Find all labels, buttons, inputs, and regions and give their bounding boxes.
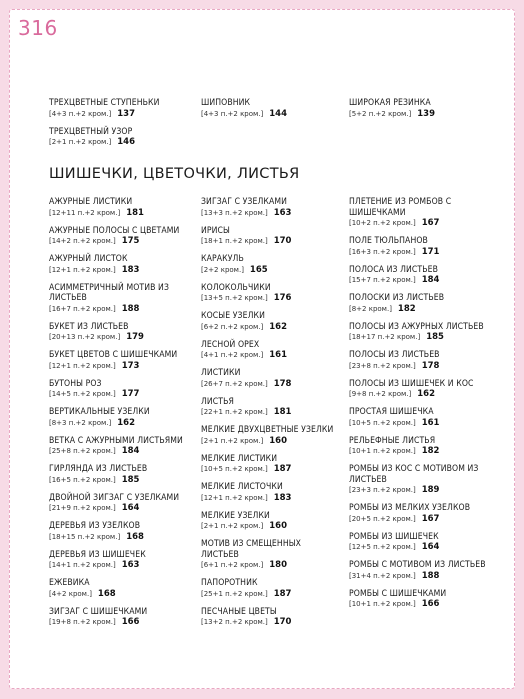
index-entry [49,283,201,315]
page-ref: 188 [421,570,440,581]
index-entry [349,98,499,120]
entry-meta [201,350,341,361]
page-number: 316 [18,16,58,40]
stitch-repeat: [2+2 кром.] [201,265,244,274]
index-entry [201,368,341,390]
entry-meta [49,475,201,486]
page-ref: 173 [121,360,140,371]
index-entry [201,425,341,447]
index-column-1 [49,197,201,635]
entry-title: БУКЕТ ИЗ ЛИСТЬЕВ [49,321,129,332]
stitch-repeat: [23+8 п.+2 кром.] [349,361,416,370]
entry-meta [349,361,489,372]
page-ref: 188 [121,303,140,314]
entry-title: ПАПОРОТНИК [201,578,258,588]
entry-meta [349,542,489,553]
page-ref: 184 [121,446,140,456]
entry-title: ИРИСЫ [201,225,230,236]
index-entry [201,539,341,571]
entry-meta [349,247,489,258]
entry-title: МОТИВ ИЗ СМЕЩЕННЫХ ЛИСТЬЕВ [201,539,302,560]
top-column-2 [201,98,351,127]
entry-title: ПЛЕТЕНИЕ ИЗ РОМБОВ С ШИШЕЧКАМИ [349,197,452,218]
index-entry [349,503,489,525]
index-column-3 [349,197,489,617]
entry-meta [49,265,201,276]
stitch-repeat: [10+5 п.+2 кром.] [349,418,416,427]
stitch-repeat: [16+5 п.+2 кром.] [49,475,116,484]
section-title: ШИШЕЧКИ, ЦВЕТОЧКИ, ЛИСТЬЯ [49,166,300,182]
index-entry [49,197,201,219]
entry-meta [349,389,489,400]
page-ref: 175 [121,236,140,246]
stitch-repeat: [12+1 п.+2 кром.] [201,493,268,502]
entry-title: АЖУРНЫЕ ПОЛОСЫ С ЦВЕТАМИ [49,225,180,236]
entry-meta [49,304,201,315]
entry-meta [201,407,341,418]
stitch-repeat: [6+2 п.+2 кром.] [201,322,264,331]
page-ref: 176 [273,293,292,303]
entry-meta [49,446,201,457]
index-entry [349,436,489,458]
index-column-2 [201,197,341,635]
stitch-repeat: [15+7 п.+2 кром.] [349,276,416,284]
entry-meta [349,332,489,343]
page-ref: 146 [117,137,136,147]
stitch-repeat: [13+2 п.+2 кром.] [201,618,268,626]
stitch-repeat: [12+11 п.+2 кром.] [49,208,121,217]
entry-meta [201,322,341,333]
page-ref: 183 [273,492,292,503]
entry-title: ЛИСТЬЯ [201,396,234,407]
entry-title: РОМБЫ ИЗ МЕЛКИХ УЗЕЛКОВ [349,503,471,513]
entry-title: КОЛОКОЛЬЧИКИ [201,282,271,293]
entry-meta [49,418,201,429]
stitch-repeat: [4+3 п.+2 кром.] [201,109,264,118]
stitch-repeat: [4+2 кром.] [49,589,92,598]
entry-title: ШИПОВНИК [201,98,251,108]
entry-meta [49,137,209,148]
index-entry [201,98,351,120]
stitch-repeat: [13+3 п.+2 кром.] [201,208,268,217]
entry-meta [49,208,201,219]
stitch-repeat: [16+7 п.+2 кром.] [49,304,116,313]
index-entry [201,283,341,305]
index-entry [201,226,341,248]
entry-title: ЕЖЕВИКА [49,578,90,588]
page-ref: 185 [426,332,444,342]
entry-title: ЗИГЗАГ С ШИШЕЧКАМИ [49,606,148,617]
page-ref: 144 [269,108,288,119]
index-entry [49,98,209,120]
page-ref: 184 [421,275,440,285]
page-ref: 167 [421,218,440,228]
entry-title: МЕЛКИЕ ЛИСТОЧКИ [201,482,283,492]
entry-meta [349,109,499,120]
page-ref: 165 [249,264,268,275]
entry-title: АЖУРНЫЕ ЛИСТИКИ [49,197,133,207]
index-entry [201,454,341,476]
entry-title: ДЕРЕВЬЯ ИЗ ШИШЕЧЕК [49,549,146,560]
stitch-repeat: [8+3 п.+2 кром.] [49,418,112,427]
stitch-repeat: [14+2 п.+2 кром.] [49,237,116,245]
page-ref: 180 [269,560,288,570]
stitch-repeat: [12+1 п.+2 кром.] [49,361,116,370]
index-entry [349,560,489,582]
stitch-repeat: [20+13 п.+2 кром.] [49,333,121,341]
stitch-repeat: [12+5 п.+2 кром.] [349,543,416,551]
index-entry [49,254,201,276]
page-ref: 160 [269,435,288,446]
entry-title: ЛЕСНОЙ ОРЕХ [201,339,260,350]
page-ref: 164 [421,542,440,552]
index-entry [349,350,489,372]
index-entry [349,197,489,229]
entry-meta [349,514,489,525]
page-ref: 179 [126,332,144,342]
entry-title: МЕЛКИЕ ДВУХЦВЕТНЫЕ УЗЕЛКИ [201,425,334,435]
stitch-repeat: [13+5 п.+2 кром.] [201,294,268,302]
stitch-repeat: [4+1 п.+2 кром.] [201,351,264,359]
index-entry [201,397,341,419]
top-column-3 [349,98,499,127]
entry-meta [201,293,341,304]
stitch-repeat: [14+1 п.+2 кром.] [49,561,116,569]
stitch-repeat: [18+17 п.+2 кром.] [349,333,421,341]
entry-meta [349,446,489,457]
stitch-repeat: [16+3 п.+2 кром.] [349,247,416,256]
index-entry [49,493,201,515]
stitch-repeat: [2+1 п.+2 кром.] [201,436,264,445]
stitch-repeat: [12+1 п.+2 кром.] [49,265,116,274]
entry-meta [49,332,201,343]
page-ref: 162 [417,389,436,399]
page-ref: 166 [421,599,440,609]
entry-title: ШИРОКАЯ РЕЗИНКА [349,98,431,108]
page-ref: 166 [121,617,140,627]
index-entry [201,482,341,504]
index-entry [49,521,201,543]
page-ref: 177 [121,389,140,399]
entry-title: БУКЕТ ЦВЕТОВ С ШИШЕЧКАМИ [49,350,178,360]
page-ref: 187 [273,588,292,599]
page-ref: 187 [273,464,292,474]
entry-title: ПРОСТАЯ ШИШЕЧКА [349,407,434,417]
index-entry [49,127,209,149]
stitch-repeat: [14+5 п.+2 кром.] [49,390,116,398]
index-entry [49,379,201,401]
entry-title: АСИММЕТРИЧНЫЙ МОТИВ ИЗ ЛИСТЬЕВ [49,282,169,303]
stitch-repeat: [6+1 п.+2 кром.] [201,561,264,569]
page-ref: 139 [417,108,436,119]
entry-title: ДВОЙНОЙ ЗИГЗАГ С УЗЕЛКАМИ [49,492,180,503]
page-ref: 170 [273,236,292,246]
entry-meta [349,304,489,315]
index-entry [201,340,341,362]
entry-meta [49,532,201,543]
entry-title: АЖУРНЫЙ ЛИСТОК [49,254,128,264]
entry-meta [201,521,341,532]
entry-meta [49,617,201,628]
entry-title: ТРЕХЦВЕТНЫЕ СТУПЕНЬКИ [49,98,160,108]
index-entry [201,578,341,600]
stitch-repeat: [2+1 п.+2 кром.] [49,138,112,146]
entry-title: ПОЛОСКИ ИЗ ЛИСТЬЕВ [349,293,445,303]
entry-meta [201,109,351,120]
entry-title: ВЕРТИКАЛЬНЫЕ УЗЕЛКИ [49,407,150,417]
entry-title: БУТОНЫ РОЗ [49,378,102,389]
entry-meta [201,589,341,600]
page-ref: 182 [397,303,416,314]
stitch-repeat: [31+4 п.+2 кром.] [349,571,416,580]
page-ref: 161 [421,417,440,428]
stitch-repeat: [10+1 п.+2 кром.] [349,600,416,608]
page-ref: 167 [421,513,440,524]
page-ref: 137 [117,108,136,119]
stitch-repeat: [25+1 п.+2 кром.] [201,589,268,598]
page-ref: 189 [421,485,440,495]
entry-meta [201,236,341,247]
stitch-repeat: [8+2 кром.] [349,304,392,313]
entry-meta [201,265,341,276]
index-entry [349,407,489,429]
top-column-1 [49,98,209,155]
stitch-repeat: [9+8 п.+2 кром.] [349,390,412,398]
entry-title: КАРАКУЛЬ [201,254,244,264]
index-entry [49,407,201,429]
entry-title: ДЕРЕВЬЯ ИЗ УЗЕЛКОВ [49,521,141,531]
index-entry [349,293,489,315]
page-ref: 163 [121,560,140,570]
entry-title: МЕЛКИЕ УЗЕЛКИ [201,510,270,521]
stitch-repeat: [18+1 п.+2 кром.] [201,237,268,245]
page-ref: 161 [269,350,288,360]
entry-title: ПОЛЕ ТЮЛЬПАНОВ [349,236,428,246]
index-entry [49,350,201,372]
page-ref: 182 [421,446,440,456]
entry-meta [349,275,489,286]
page-ref: 163 [273,207,292,218]
entry-meta [49,236,201,247]
stitch-repeat: [22+1 п.+2 кром.] [201,408,268,416]
stitch-repeat: [10+5 п.+2 кром.] [201,465,268,473]
entry-meta [201,464,341,475]
index-entry [201,254,341,276]
stitch-repeat: [18+15 п.+2 кром.] [49,532,121,541]
page-ref: 181 [273,407,292,417]
entry-meta [201,379,341,390]
index-entry [349,265,489,287]
entry-meta [49,503,201,514]
entry-title: ТРЕХЦВЕТНЫЙ УЗОР [49,126,133,137]
entry-meta [201,617,341,628]
entry-meta [349,599,489,610]
index-entry [349,379,489,401]
index-entry [49,322,201,344]
index-entry [49,226,201,248]
entry-title: РОМБЫ С МОТИВОМ ИЗ ЛИСТЬЕВ [349,560,486,570]
entry-title: ГИРЛЯНДА ИЗ ЛИСТЬЕВ [49,464,148,474]
entry-title: РОМБЫ ИЗ КОС С МОТИВОМ ИЗ ЛИСТЬЕВ [349,464,479,485]
entry-meta [49,361,201,372]
entry-meta [201,208,341,219]
entry-title: ПЕСЧАНЫЕ ЦВЕТЫ [201,606,277,617]
index-entry [349,589,489,611]
entry-meta [49,109,209,120]
entry-meta [349,418,489,429]
entry-meta [49,589,201,600]
entry-meta [349,571,489,582]
page-ref: 162 [117,417,136,428]
page-ref: 178 [273,378,292,389]
entry-title: ПОЛОСЫ ИЗ АЖУРНЫХ ЛИСТЬЕВ [349,321,484,332]
stitch-repeat: [10+2 п.+2 кром.] [349,219,416,227]
page-ref: 168 [97,588,116,599]
index-entry [201,311,341,333]
index-entry [49,550,201,572]
page-ref: 168 [126,531,144,542]
entry-title: ЛИСТИКИ [201,368,241,378]
entry-meta [49,560,201,571]
entry-meta [201,436,341,447]
stitch-repeat: [4+3 п.+2 кром.] [49,109,112,118]
page-ref: 178 [421,360,440,371]
stitch-repeat: [21+9 п.+2 кром.] [49,504,116,512]
index-entry [49,436,201,458]
index-entry [201,511,341,533]
entry-meta [349,485,489,496]
stitch-repeat: [25+8 п.+2 кром.] [49,447,116,455]
index-entry [349,322,489,344]
index-entry [349,236,489,258]
entry-title: ЗИГЗАГ С УЗЕЛКАМИ [201,197,288,207]
entry-meta [201,560,341,571]
entry-title: РЕЛЬЕФНЫЕ ЛИСТЬЯ [349,435,436,446]
page-ref: 164 [121,503,140,513]
index-entry [349,464,489,496]
entry-title: ПОЛОСЫ ИЗ ШИШЕЧЕК И КОС [349,378,474,389]
page-ref: 183 [121,264,140,275]
page-ref: 162 [269,321,288,332]
entry-title: ПОЛОСА ИЗ ЛИСТЬЕВ [349,264,439,275]
entry-title: ПОЛОСЫ ИЗ ЛИСТЬЕВ [349,350,440,360]
index-entry [349,532,489,554]
entry-title: ВЕТКА С АЖУРНЫМИ ЛИСТЬЯМИ [49,435,183,446]
index-entry [49,464,201,486]
entry-meta [349,218,489,229]
stitch-repeat: [10+1 п.+2 кром.] [349,447,416,455]
page-ref: 170 [273,617,292,627]
page-ref: 181 [126,207,144,218]
stitch-repeat: [23+3 п.+2 кром.] [349,486,416,494]
stitch-repeat: [20+5 п.+2 кром.] [349,514,416,523]
entry-meta [201,493,341,504]
index-entry [201,197,341,219]
index-entry [49,578,201,600]
stitch-repeat: [5+2 п.+2 кром.] [349,109,412,118]
stitch-repeat: [26+7 п.+2 кром.] [201,379,268,388]
index-entry [49,607,201,629]
page-ref: 160 [269,521,288,531]
entry-title: РОМБЫ ИЗ ШИШЕЧЕК [349,531,439,542]
entry-meta [49,389,201,400]
index-entry [201,607,341,629]
stitch-repeat: [2+1 п.+2 кром.] [201,522,264,530]
entry-title: РОМБЫ С ШИШЕЧКАМИ [349,588,447,599]
stitch-repeat: [19+8 п.+2 кром.] [49,618,116,626]
page-ref: 185 [121,474,140,485]
entry-title: КОСЫЕ УЗЕЛКИ [201,311,265,321]
book-page [9,9,515,689]
entry-title: МЕЛКИЕ ЛИСТИКИ [201,453,278,464]
page-ref: 171 [421,246,440,257]
